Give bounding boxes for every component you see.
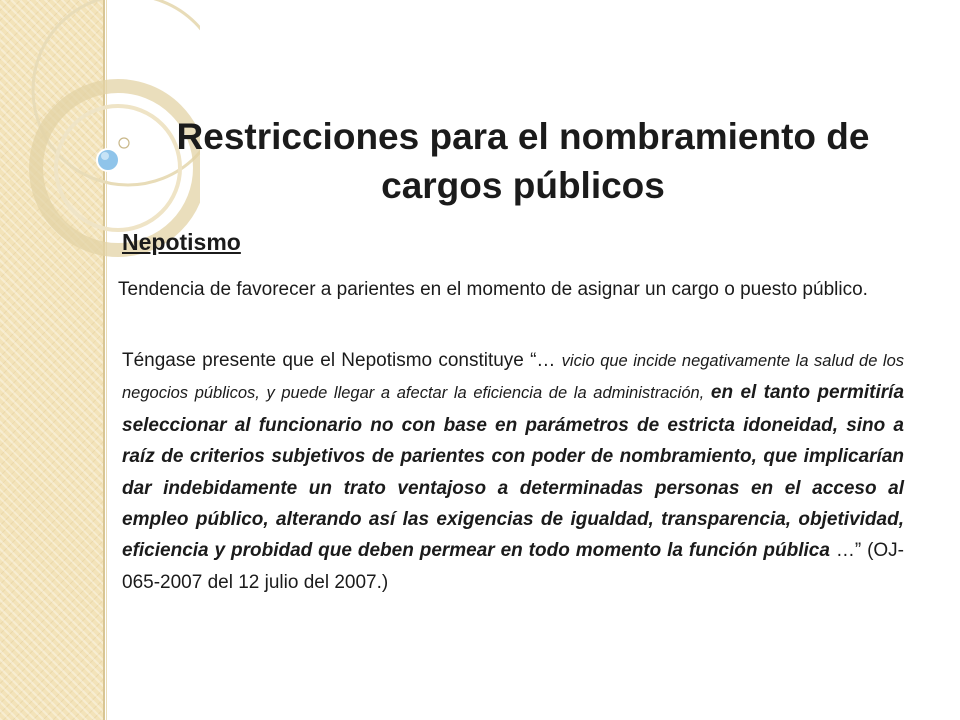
quote-paragraph bbox=[122, 345, 904, 598]
quote-italic-text: vicio que incide negativamente la salud de los negocios públicos, y puede llegar a afectar la eficiencia de la administración, bbox=[122, 352, 905, 403]
citation: (OJ-065-2007 del 12 julio del 2007.) bbox=[122, 540, 905, 593]
strip-border-inner bbox=[106, 0, 107, 720]
definition-paragraph: Tendencia de favorecer a parientes en el momento de asignar un cargo o puesto público. bbox=[118, 279, 868, 300]
quote-bold-text: en el tanto permitiría seleccionar al funcionario no con base en parámetros de estricta idoneidad, sino a raíz de criterios subjetivos de parientes con poder de nombramiento, que implicarían dar indebidamente un trato ventajoso a determinadas personas en el acceso al empleo público, alterando así las exigencias de igualdad, transparencia, objetividad, eficiencia y probidad que deben permear en todo momento la función pública bbox=[122, 382, 905, 562]
section-heading: Nepotismo bbox=[122, 229, 241, 255]
quote-close: …” bbox=[829, 540, 868, 562]
decorative-side-strip bbox=[0, 0, 103, 720]
quote-intro: Téngase presente que el Nepotismo constituye “… bbox=[122, 350, 562, 371]
strip-border bbox=[103, 0, 105, 720]
slide-title: Restricciones para el nombramiento de cargos públicos bbox=[176, 116, 870, 206]
